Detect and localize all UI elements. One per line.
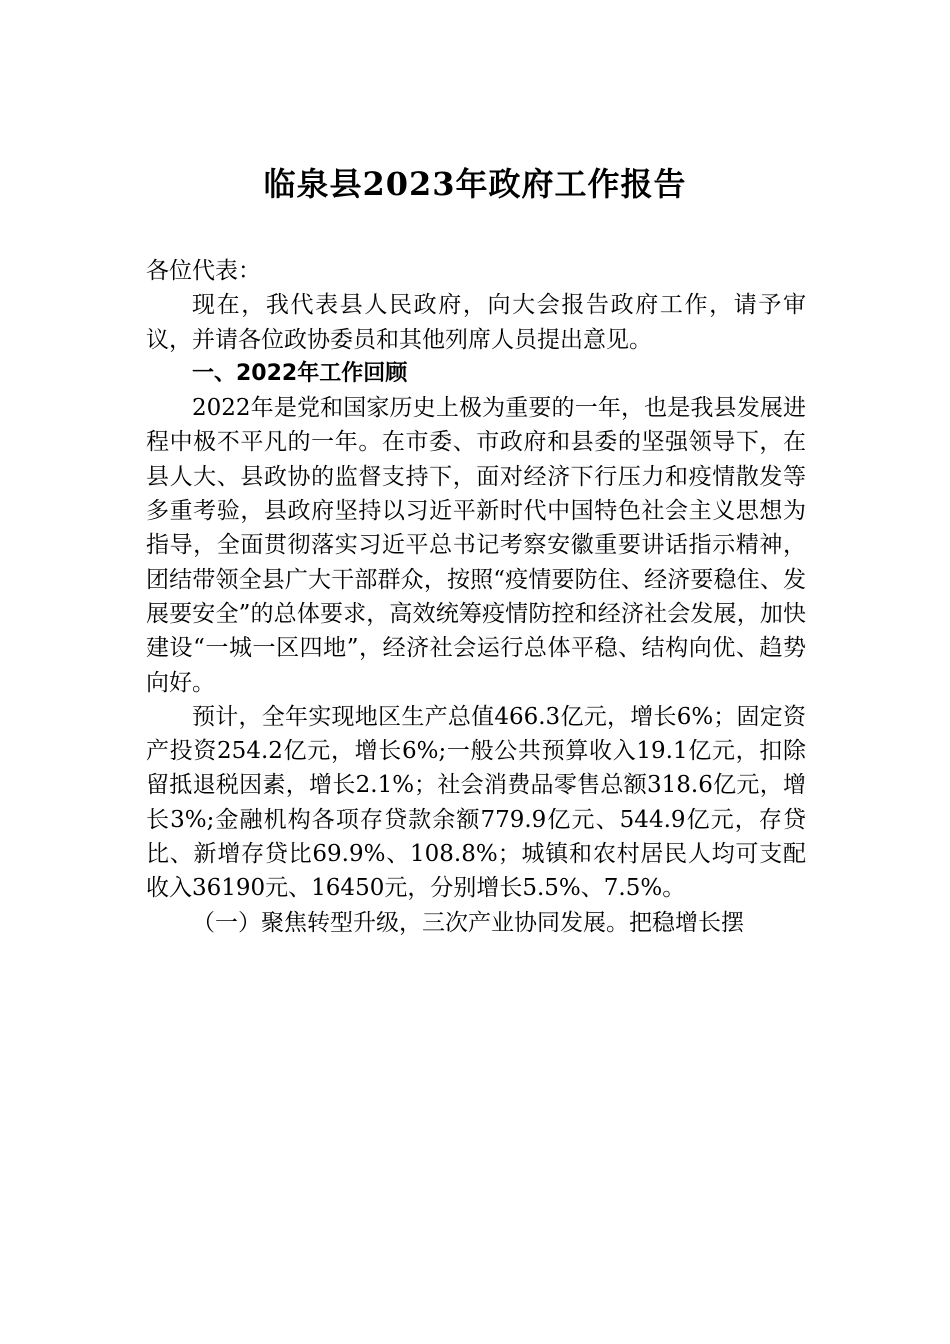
subsection-heading: （一）聚焦转型升级，三次产业协同发展。把稳增长摆 [192,909,744,936]
section-heading: 一、2022年工作回顾 [192,360,408,386]
opening-paragraph: 现在，我代表县人民政府，向大会报告政府工作，请予审议，并请各位政协委员和其他列席人员提出意见。 [146,292,806,353]
salutation: 各位代表： [146,258,261,284]
document-body [146,254,806,940]
review-paragraph: 2022年是党和国家历史上极为重要的一年，也是我县发展进程中极不平凡的一年。在市委、市政府和县委的坚强领导下，在县人大、县政协的监督支持下，面对经济下行压力和疫情散发等多重考验，县政府坚持以习近平新时代中国特色社会主义思想为指导，全面贯彻落实习近平总书记考察安徽重要讲话指示精神，团结带领全县广大干部群众，按照“疫情要防住、经济要稳住、发展要安全”的总体要求，高效统筹疫情防控和经济社会发展，加快建设“一城一区四地”，经济社会运行总体平稳、结构向优、趋势向好。 [146,395,806,696]
statistics-paragraph: 预计，全年实现地区生产总值466.3亿元，增长6%；固定资产投资254.2亿元，增长6%;一般公共预算收入19.1亿元，扣除留抵退税因素，增长2.1%；社会消费品零售总额318.6亿元，增长3%;金融机构各项存贷款余额779.9亿元、544.9亿元，存贷比、新增存贷比69.9%、108.8%；城镇和农村居民人均可支配收入36190元、16450元，分别增长5.5%、7.5%。 [146,703,806,902]
document-title: 临泉县2023年政府工作报告 [263,165,687,203]
